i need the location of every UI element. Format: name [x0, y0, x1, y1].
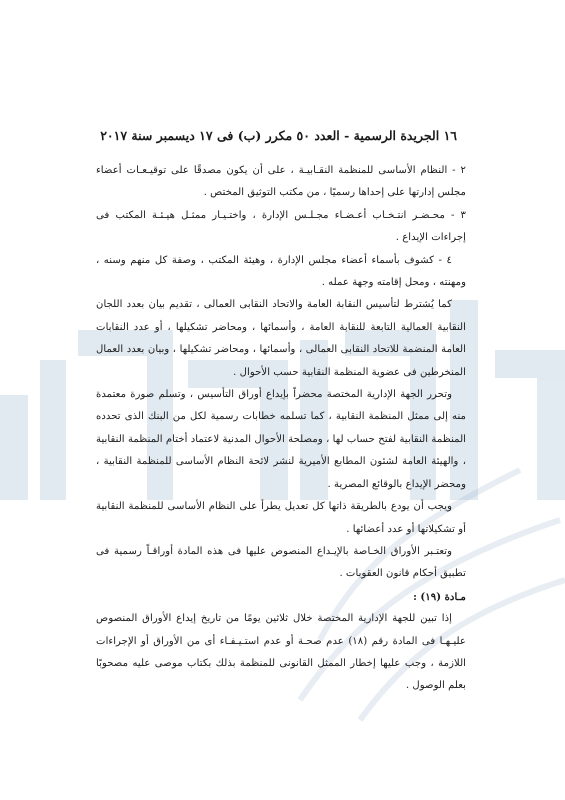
document-body — [96, 160, 466, 698]
paragraph-deposit-record: وتحرر الجهة الإدارية المختصة محضراً بإيداع أوراق التأسيس ، وتسلم صورة معتمدة منه إلى ممثل المنظمة النقابية ، كما تسلمه خطابات رسمية لكل من البنك الذى تحدده المنظمة النقابية لفتح حساب لها ، ومصلحة الأحوال المدنية لاعتماد أختام المنظمة النقابية ، والهيئة العامة لشئون المطابع الأميرية لنشر لائحة النظام الأساسى للمنظمة النقابية ، ومحضر الإيداع بالوقائع المصرية . — [96, 389, 466, 490]
article-body: إذا تبين للجهة الإدارية المختصة خلال ثلاثين يومًا من تاريخ إيداع الأوراق المنصوص عليـهـا فى المادة رقم (١٨) عدم صحـة أو عدم استـيـفـاء أى من الأوراق أو الإجراءات اللازمة ، وجب عليها إخطار الممثل القانونى للمنظمة بذلك بكتاب موصى عليه مصحوبًا بعلم الوصول . — [96, 613, 466, 692]
article-heading: مـادة (١٩) : — [413, 590, 466, 603]
paragraph-amendments: ويجب أن يودع بالطريقة ذاتها كل تعديل يطرأ على النظام الأساسى للمنظمة النقابية أو تشكيلاتها أو عدد أعضائها . — [96, 501, 466, 535]
page-header — [100, 128, 457, 143]
paragraph-official-papers: وتعتـبر الأوراق الخـاصة بالإيـداع المنصوص عليها فى هذه المادة أوراقـاً رسمية فى تطبيق أحكام قانون العقوبات . — [96, 545, 466, 580]
header-text: ١٦ الجريدة الرسمية - العدد ٥٠ مكرر (ب) فى ١٧ ديسمبر سنة ٢٠١٧ — [100, 128, 457, 143]
paragraph-item-2: ٢ - النظام الأساسى للمنظمة النقـابيـة ، على أن يكون مصدقًا على توقيـعـات أعضاء مجلس إدارتها على إحداها رسميًا ، من مكتب التوثيق المختص . — [96, 165, 466, 199]
paragraph-item-3: ٣ - محـضـر انتـخـاب أعـضـاء مجـلـس الإدارة ، واختـيـار ممثـل هيـئـة المكتب فى إجراءات الإيداع . — [96, 209, 466, 244]
paragraph-union-requirements: كما يُشترط لتأسيس النقابة العامة والاتحاد النقابى العمالى ، تقديم بيان بعدد اللجان النقابية العمالية التابعة للنقابة العامة ، وأسمائها ، ومحاضر تشكيلها ، أو عدد النقابات العامة المنضمة للاتحاد النقابى العمالى ، وأسمائها ، ومحاضر تشكيلها ، وبيان بعدد العمال المنخرطين فى عضوية المنظمة النقابية حسب الأحوال . — [96, 299, 466, 378]
paragraph-item-4: ٤ - كشوف بأسماء أعضاء مجلس الإدارة ، وهيئة المكتب ، وصفة كل منهم وسنه ، ومهنته ، ومحل إقامته وجهة عمله . — [96, 254, 466, 289]
